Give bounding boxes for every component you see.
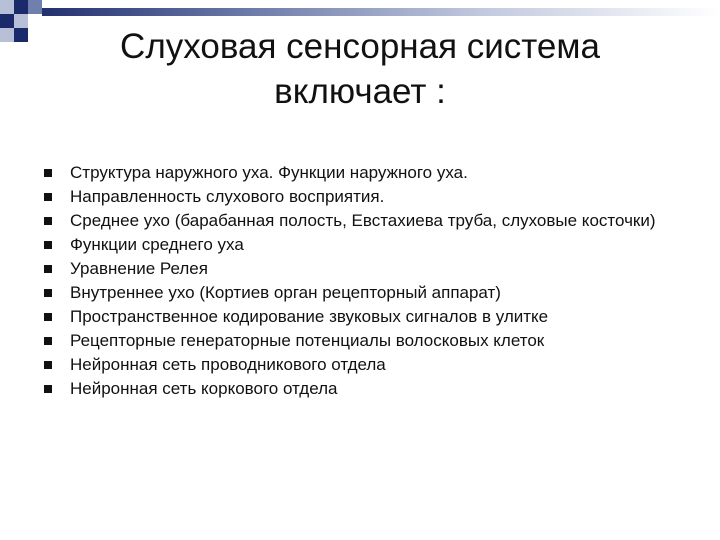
bullet-text: Направленность слухового восприятия. xyxy=(70,187,385,206)
header-banner xyxy=(42,8,720,16)
bullet-item xyxy=(44,356,684,373)
slide-title xyxy=(60,24,660,114)
bullet-square-icon xyxy=(44,217,52,225)
bullet-square-icon xyxy=(44,241,52,249)
bullet-text: Рецепторные генераторные потенциалы волосковых клеток xyxy=(70,331,545,350)
bullet-text: Нейронная сеть коркового отдела xyxy=(70,379,338,398)
bullet-square-icon xyxy=(44,385,52,393)
bullet-square-icon xyxy=(44,289,52,297)
bullet-item xyxy=(44,380,684,397)
bullet-text: Уравнение Релея xyxy=(70,259,208,278)
corner-decoration xyxy=(0,0,60,45)
bullet-item xyxy=(44,212,684,229)
bullet-item xyxy=(44,260,684,277)
corner-square xyxy=(0,28,14,42)
bullet-item xyxy=(44,164,684,181)
corner-square xyxy=(0,0,14,14)
bullet-text: Структура наружного уха. Функции наружного уха. xyxy=(70,163,468,182)
corner-square xyxy=(14,0,28,14)
bullet-text: Нейронная сеть проводникового отдела xyxy=(70,355,386,374)
bullet-item xyxy=(44,284,684,301)
corner-square xyxy=(28,0,42,14)
bullet-list xyxy=(44,164,684,404)
corner-square xyxy=(0,14,14,28)
corner-square xyxy=(14,14,28,28)
bullet-item xyxy=(44,236,684,253)
bullet-text: Среднее ухо (барабанная полость, Евстахиева труба, слуховые косточки) xyxy=(70,211,656,230)
bullet-text: Функции среднего уха xyxy=(70,235,244,254)
bullet-square-icon xyxy=(44,361,52,369)
bullet-item xyxy=(44,332,684,349)
bullet-item xyxy=(44,308,684,325)
slide-title-line-2: включает : xyxy=(274,72,446,111)
bullet-square-icon xyxy=(44,337,52,345)
bullet-item xyxy=(44,188,684,205)
bullet-square-icon xyxy=(44,169,52,177)
bullet-square-icon xyxy=(44,193,52,201)
bullet-square-icon xyxy=(44,265,52,273)
bullet-text: Внутреннее ухо (Кортиев орган рецепторный аппарат) xyxy=(70,283,501,302)
slide-title-line-1: Слуховая сенсорная система xyxy=(120,27,600,66)
bullet-square-icon xyxy=(44,313,52,321)
corner-square xyxy=(14,28,28,42)
bullet-text: Пространственное кодирование звуковых сигналов в улитке xyxy=(70,307,549,326)
